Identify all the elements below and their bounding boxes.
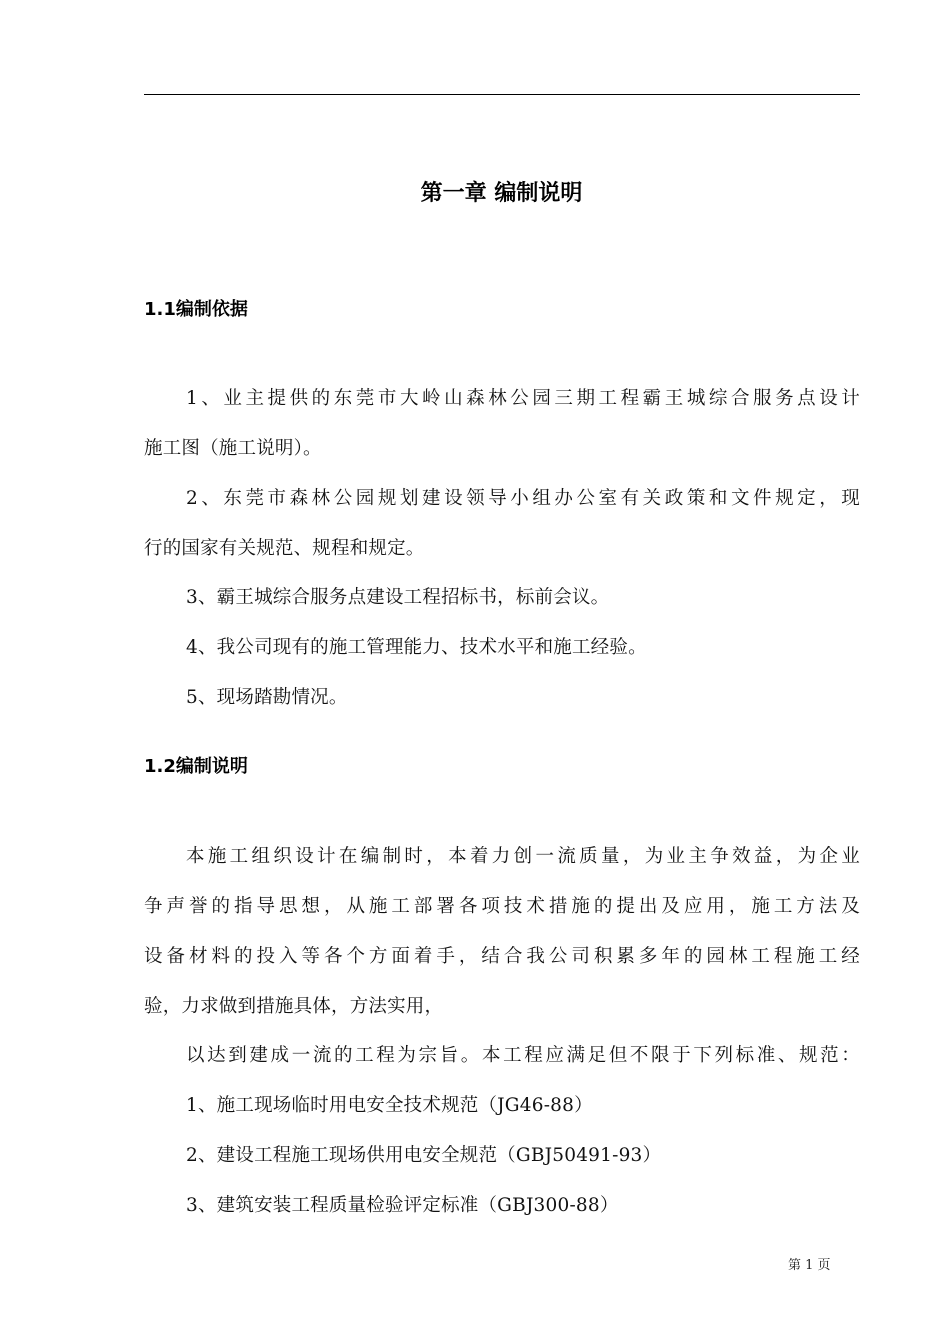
list-item: 3、霸王城综合服务点建设工程招标书，标前会议。: [186, 587, 610, 608]
list-item: 4、我公司现有的施工管理能力、技术水平和施工经验。: [186, 637, 647, 658]
page-number: 第 1 页: [788, 1258, 831, 1273]
paragraph-line: 验，力求做到措施具体，方法实用，: [144, 996, 444, 1017]
paragraph-line: 本施工组织设计在编制时，本着力创一流质量，为业主争效益，为企业: [186, 846, 860, 867]
paragraph-line: 行的国家有关规范、规程和规定。: [144, 538, 425, 559]
header-rule: [144, 94, 860, 95]
paragraph-line: 以达到建成一流的工程为宗旨。本工程应满足但不限于下列标准、规范：: [186, 1045, 860, 1066]
paragraph-line: 设备材料的投入等各个方面着手，结合我公司积累多年的园林工程施工经: [144, 946, 860, 967]
paragraph-line: 施工图（施工说明）。: [144, 438, 322, 459]
standard-item: 3、建筑安装工程质量检验评定标准（GBJ300-88）: [186, 1195, 619, 1216]
paragraph-line: 争声誉的指导思想，从施工部署各项技术措施的提出及应用，施工方法及: [144, 896, 860, 917]
paragraph-line: 1、业主提供的东莞市大岭山森林公园三期工程霸王城综合服务点设计: [186, 388, 860, 409]
list-item: 5、现场踏勘情况。: [186, 687, 348, 708]
standard-item: 1、施工现场临时用电安全技术规范（JG46-88）: [186, 1095, 593, 1116]
section-heading-1-2: 1.2编制说明: [144, 756, 248, 777]
standard-item: 2、建设工程施工现场供用电安全规范（GBJ50491-93）: [186, 1145, 662, 1166]
section-heading-1-1: 1.1编制依据: [144, 299, 248, 320]
paragraph-line: 2、东莞市森林公园规划建设领导小组办公室有关政策和文件规定，现: [186, 488, 860, 509]
chapter-title: 第一章 编制说明: [420, 181, 583, 206]
